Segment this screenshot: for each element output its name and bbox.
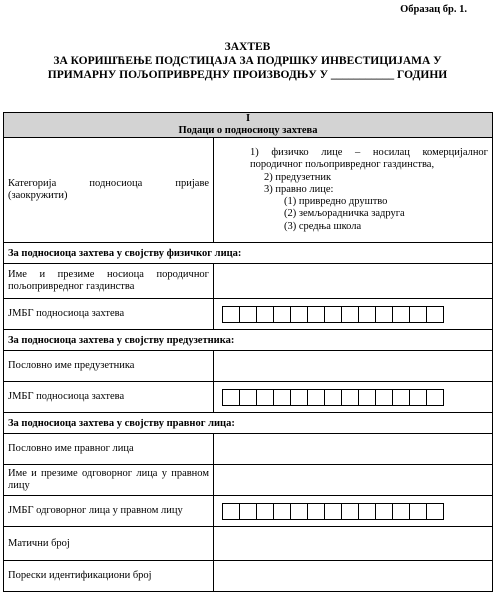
jmbg-digit-box[interactable] xyxy=(290,389,308,406)
legal-reg-number-label: Матични број xyxy=(4,527,214,561)
physical-jmbg-label: ЈМБГ подносиоца захтева xyxy=(4,299,214,330)
legal-jmbg-boxes[interactable] xyxy=(222,503,492,520)
jmbg-digit-box[interactable] xyxy=(358,306,376,323)
physical-name-row xyxy=(4,264,493,299)
jmbg-digit-box[interactable] xyxy=(273,503,291,520)
jmbg-digit-box[interactable] xyxy=(256,306,274,323)
legal-jmbg-label: ЈМБГ одговорног лица у правном лицу xyxy=(4,496,214,527)
jmbg-digit-box[interactable] xyxy=(222,306,240,323)
jmbg-digit-box[interactable] xyxy=(239,389,257,406)
jmbg-digit-box[interactable] xyxy=(375,389,393,406)
jmbg-digit-box[interactable] xyxy=(375,503,393,520)
entrepreneur-jmbg-row xyxy=(4,382,493,413)
jmbg-digit-box[interactable] xyxy=(426,306,444,323)
entrepreneur-name-field[interactable] xyxy=(214,351,493,382)
entrepreneur-heading-row xyxy=(4,330,493,351)
legal-heading-row xyxy=(4,413,493,434)
jmbg-digit-box[interactable] xyxy=(358,503,376,520)
section-number: I xyxy=(245,113,251,124)
category-options[interactable] xyxy=(214,138,493,243)
category-label: Категорија подносиоца пријаве (заокружити) xyxy=(4,138,214,243)
jmbg-digit-box[interactable] xyxy=(324,389,342,406)
section-title: Подаци о подносиоцу захтева xyxy=(178,125,318,136)
option-2[interactable]: 2) предузетник xyxy=(264,171,332,183)
legal-heading: За подносиоца захтева у својству правног лица: xyxy=(4,413,493,434)
form-title xyxy=(0,40,495,82)
jmbg-digit-box[interactable] xyxy=(222,503,240,520)
jmbg-digit-box[interactable] xyxy=(273,389,291,406)
jmbg-digit-box[interactable] xyxy=(307,306,325,323)
jmbg-digit-box[interactable] xyxy=(324,306,342,323)
jmbg-digit-box[interactable] xyxy=(341,389,359,406)
entrepreneur-jmbg-label: ЈМБГ подносиоца захтева xyxy=(4,382,214,413)
jmbg-digit-box[interactable] xyxy=(239,503,257,520)
category-row xyxy=(4,138,493,243)
sub-option-1[interactable]: (1) привредно друштво xyxy=(284,196,388,208)
legal-tax-id-field[interactable] xyxy=(214,561,493,592)
jmbg-digit-box[interactable] xyxy=(341,306,359,323)
physical-name-label: Име и презиме носиоца породичног пољопривредног газдинства xyxy=(4,264,214,299)
jmbg-digit-box[interactable] xyxy=(222,389,240,406)
form-number: Образац бр. 1. xyxy=(400,4,467,15)
sub-option-2[interactable]: (2) земљорадничка задруга xyxy=(284,208,405,220)
option-1[interactable]: 1) физичко лице – носилац комерцијалног породичног пољопривредног газдинства, xyxy=(250,146,488,171)
jmbg-digit-box[interactable] xyxy=(273,306,291,323)
legal-responsible-field[interactable] xyxy=(214,465,493,496)
title-line-3: ПРИМАРНУ ПОЉОПРИВРЕДНУ ПРОИЗВОДЊУ У ___________ ГОДИНИ xyxy=(47,69,448,81)
entrepreneur-jmbg-boxes[interactable] xyxy=(222,389,492,406)
entrepreneur-name-row xyxy=(4,351,493,382)
jmbg-digit-box[interactable] xyxy=(256,503,274,520)
applicant-form-table xyxy=(3,112,493,592)
option-3[interactable]: 3) правно лице: xyxy=(264,183,334,195)
jmbg-digit-box[interactable] xyxy=(392,503,410,520)
jmbg-digit-box[interactable] xyxy=(239,306,257,323)
physical-heading-row xyxy=(4,243,493,264)
section-header xyxy=(4,113,493,138)
sub-option-3[interactable]: (3) средња школа xyxy=(284,220,362,232)
physical-jmbg-boxes[interactable] xyxy=(222,306,492,323)
legal-tax-id-row xyxy=(4,561,493,592)
legal-responsible-label: Име и презиме одговорног лица у правном лицу xyxy=(4,465,214,496)
legal-name-row xyxy=(4,434,493,465)
physical-heading: За подносиоца захтева у својству физичког лица: xyxy=(4,243,493,264)
jmbg-digit-box[interactable] xyxy=(409,389,427,406)
title-line-1: ЗАХТЕВ xyxy=(224,41,271,53)
jmbg-digit-box[interactable] xyxy=(256,389,274,406)
physical-jmbg-row xyxy=(4,299,493,330)
jmbg-digit-box[interactable] xyxy=(426,503,444,520)
jmbg-digit-box[interactable] xyxy=(409,306,427,323)
jmbg-digit-box[interactable] xyxy=(307,503,325,520)
title-line-2: ЗА КОРИШЋЕЊЕ ПОДСТИЦАЈА ЗА ПОДРШКУ ИНВЕСТИЦИЈАМА У xyxy=(53,55,442,67)
legal-name-field[interactable] xyxy=(214,434,493,465)
jmbg-digit-box[interactable] xyxy=(358,389,376,406)
jmbg-digit-box[interactable] xyxy=(290,503,308,520)
physical-name-field[interactable] xyxy=(214,264,493,299)
legal-reg-number-row xyxy=(4,527,493,561)
jmbg-digit-box[interactable] xyxy=(392,306,410,323)
jmbg-digit-box[interactable] xyxy=(392,389,410,406)
jmbg-digit-box[interactable] xyxy=(307,389,325,406)
legal-reg-number-field[interactable] xyxy=(214,527,493,561)
jmbg-digit-box[interactable] xyxy=(426,389,444,406)
legal-name-label: Пословно име правног лица xyxy=(4,434,214,465)
jmbg-digit-box[interactable] xyxy=(409,503,427,520)
legal-responsible-row xyxy=(4,465,493,496)
jmbg-digit-box[interactable] xyxy=(341,503,359,520)
jmbg-digit-box[interactable] xyxy=(290,306,308,323)
jmbg-digit-box[interactable] xyxy=(375,306,393,323)
jmbg-digit-box[interactable] xyxy=(324,503,342,520)
legal-jmbg-row xyxy=(4,496,493,527)
entrepreneur-name-label: Пословно име предузетника xyxy=(4,351,214,382)
entrepreneur-heading: За подносиоца захтева у својству предузетника: xyxy=(4,330,493,351)
legal-tax-id-label: Порески идентификациони број xyxy=(4,561,214,592)
